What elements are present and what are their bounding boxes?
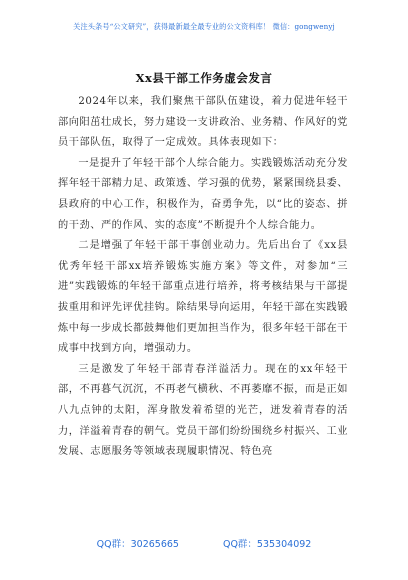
paragraph-point-three: 三是激发了年轻干部青春洋溢活力。现在的xx年轻干部，不再暮气沉沉，不再老气横秋、不再萎靡不振，而是正如八九点钟的太阳，浑身散发着希望的光芒，迸发着青春的活力，洋溢着青春的朝气。党员干部们纷纷围绕乡村振兴、工业发展、志愿服务等领域表现履职情况、特色亮 bbox=[58, 363, 348, 458]
promo-banner: 关注头条号“公文研究”，获得最新最全最专业的公文资料库！ 微信：gongwenyj bbox=[73, 22, 335, 31]
paragraph-point-one: 一是提升了年轻干部个人综合能力。实践锻炼活动充分发挥年轻干部精力足、政策透、学习强的优势，紧紧围绕县委、县政府的中心工作，积极作为，奋勇争先，以“比的姿态、拼的干劲、严的作风、实的态度”不断提升个人综合能力。 bbox=[58, 157, 348, 231]
footer-qq-groups bbox=[0, 536, 408, 550]
paragraph-point-two: 二是增强了年轻干部干事创业动力。先后出台了《xx县优秀年轻干部xx培养锻炼实施方案》等文件，对参加“三进”实践锻炼的年轻干部重点进行培养，将考核结果与干部提拔重用和评先评优挂钩。除结果导向运用，年轻干部在实践锻炼中每一步成长都鼓舞他们更加担当作为，很多年轻干部在干成事中找到方向，增强动力。 bbox=[58, 240, 348, 355]
document-title: Xx县干部工作务虚会发言 bbox=[135, 71, 273, 85]
document-body bbox=[58, 92, 348, 463]
qq-group-1: QQ群：30265665 bbox=[96, 539, 179, 550]
paragraph-intro: 2024年以来，我们聚焦干部队伍建设，着力促进年轻干部向阳茁壮成长，努力建设一支讲政治、业务精、作风好的党员干部队伍，取得了一定成效。具体表现如下： bbox=[58, 96, 348, 149]
qq-group-2: QQ群：535304092 bbox=[222, 539, 312, 550]
